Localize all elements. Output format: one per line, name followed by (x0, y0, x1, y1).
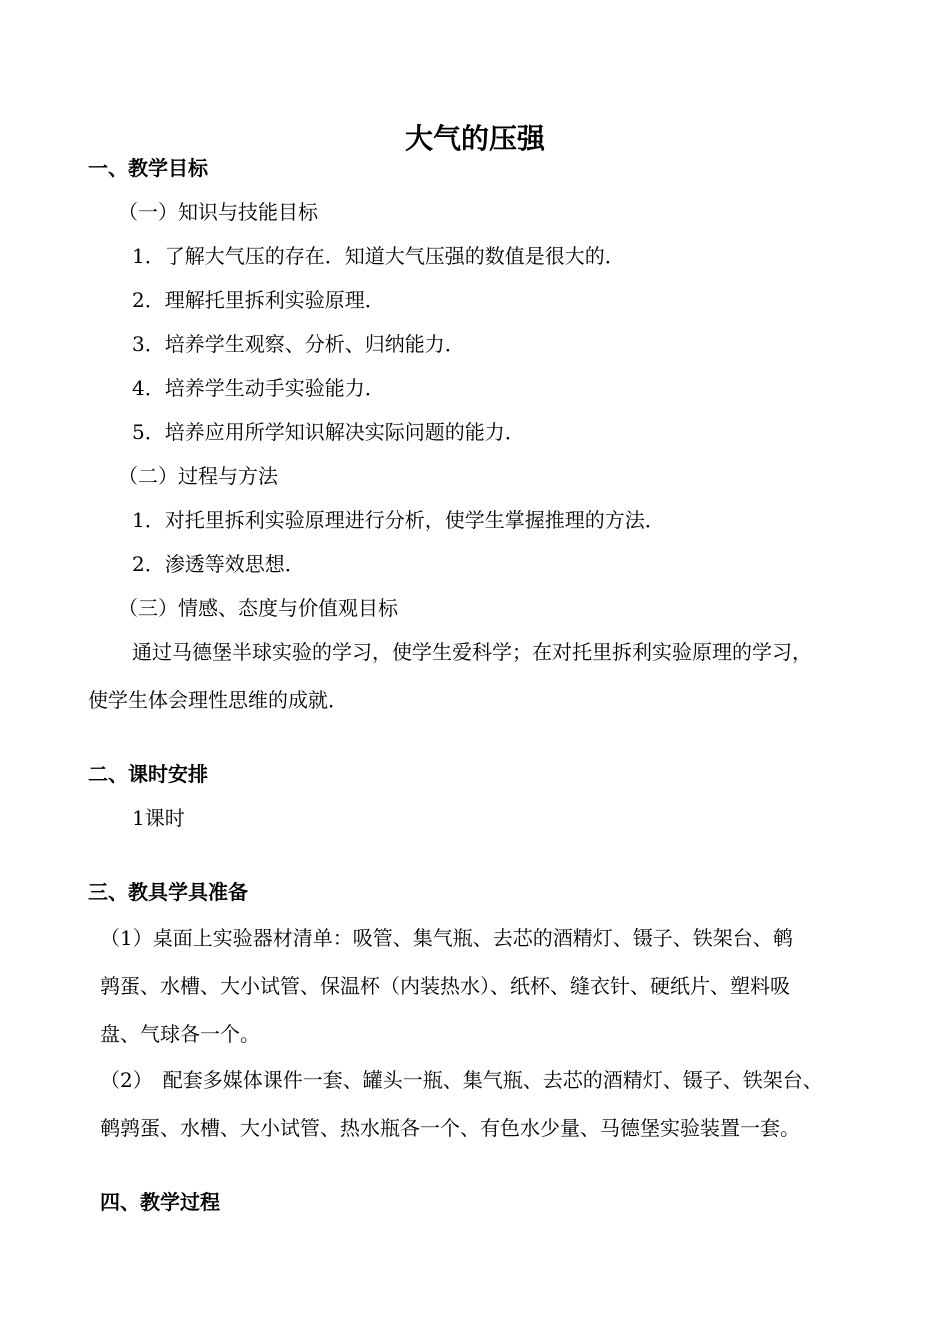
subheading-knowledge-skills: （一）知识与技能目标 (118, 200, 318, 224)
materials-item-2-line-1: （2） 配套多媒体课件一套、罐头一瓶、集气瓶、去芯的酒精灯、镊子、铁架台、 (100, 1068, 823, 1092)
emotion-paragraph-line-1: 通过马德堡半球实验的学习，使学生爱科学；在对托里拆利实验原理的学习， (132, 640, 812, 664)
section-heading-process: 四、教学过程 (100, 1190, 220, 1214)
materials-item-1-line-2: 鹑蛋、水槽、大小试管、保温杯（内装热水）、纸杯、缝衣针、硬纸片、塑料吸 (100, 974, 790, 998)
goal-item-2: 2．理解托里拆利实验原理． (132, 288, 385, 312)
materials-item-1-line-1: （1）桌面上实验器材清单：吸管、集气瓶、去芯的酒精灯、镊子、铁架台、鹌 (100, 926, 793, 950)
schedule-text: 1课时 (132, 806, 185, 830)
process-item-1: 1．对托里拆利实验原理进行分析，使学生掌握推理的方法． (132, 508, 665, 532)
emotion-paragraph-line-2: 使学生体会理性思维的成就． (88, 688, 348, 712)
goal-item-1: 1．了解大气压的存在．知道大气压强的数值是很大的． (132, 244, 625, 268)
goal-item-3: 3．培养学生观察、分析、归纳能力． (132, 332, 465, 356)
document-title: 大气的压强 (404, 122, 545, 155)
materials-item-1-line-3: 盘、气球各一个。 (100, 1022, 260, 1046)
section-heading-materials: 三、教具学具准备 (88, 880, 248, 904)
goal-item-5: 5．培养应用所学知识解决实际问题的能力． (132, 420, 525, 444)
section-heading-goals: 一、教学目标 (88, 156, 208, 180)
process-item-2: 2．渗透等效思想． (132, 552, 305, 576)
section-heading-schedule: 二、课时安排 (88, 762, 208, 786)
subheading-process-method: （二）过程与方法 (118, 464, 278, 488)
materials-item-2-line-2: 鹌鹑蛋、水槽、大小试管、热水瓶各一个、有色水少量、马德堡实验装置一套。 (100, 1116, 800, 1140)
goal-item-4: 4．培养学生动手实验能力． (132, 376, 385, 400)
subheading-emotion-values: （三）情感、态度与价值观目标 (118, 596, 398, 620)
